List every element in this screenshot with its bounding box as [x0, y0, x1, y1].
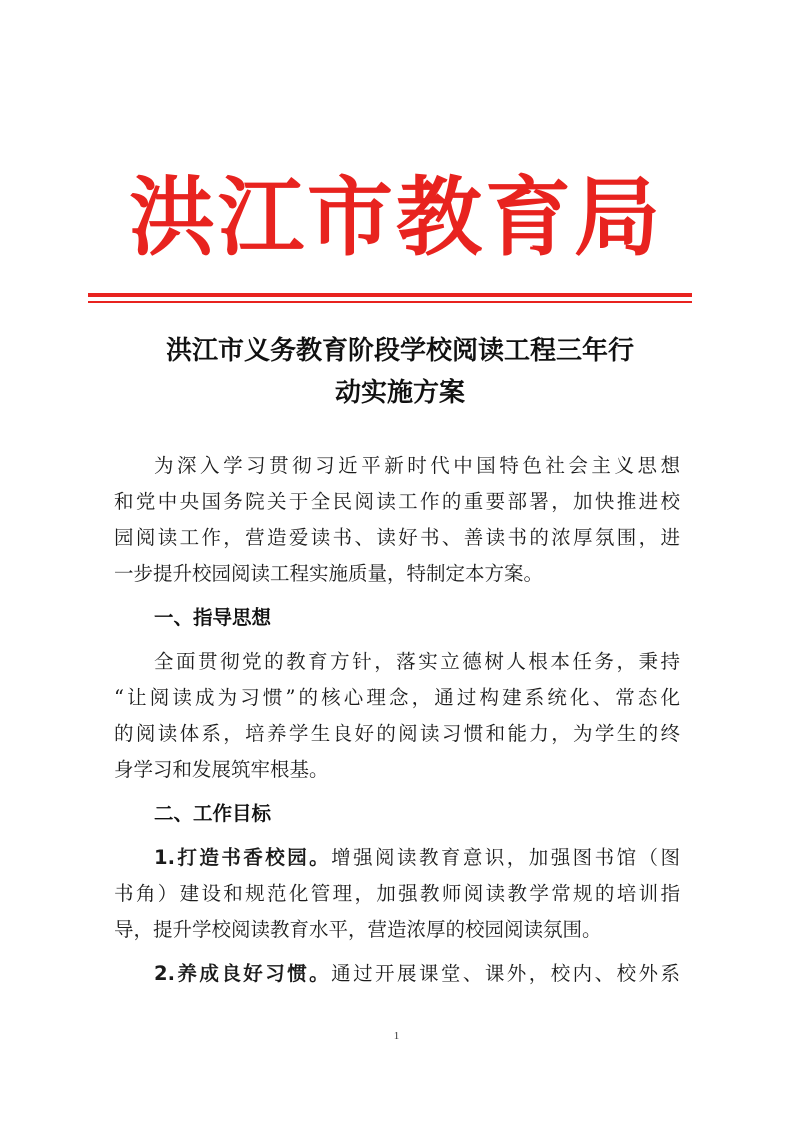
masthead-rule-thick [88, 293, 692, 297]
section-heading-work-goals: 二、工作目标 [154, 802, 272, 825]
title-line-1: 洪江市义务教育阶段学校阅读工程三年行 [165, 336, 634, 366]
section1-line: 全面贯彻党的教育方针，落实立德树人根本任务，秉持 [154, 650, 680, 673]
intro-line: 园阅读工作，营造爱读书、读好书、善读书的浓厚氛围，进 [114, 526, 680, 549]
goal-item-2-first-line [114, 956, 680, 992]
goal-item-1-line: 书角）建设和规范化管理，加强教师阅读教学常规的培训指 [114, 882, 680, 905]
intro-line: 和党中央国务院关于全民阅读工作的重要部署，加快推进校 [114, 490, 680, 513]
document-body [114, 448, 680, 992]
section1-line: 身学习和发展筑牢根基。 [114, 758, 329, 781]
goal-item-1-lead: 1.打造书香校园。 [154, 846, 332, 869]
goal-item-1-line: 导，提升学校阅读教育水平，营造浓厚的校园阅读氛围。 [114, 918, 602, 941]
masthead-org-name: 洪江市教育局 [129, 167, 663, 268]
intro-line: 为深入学习贯彻习近平新时代中国特色社会主义思想 [154, 454, 680, 477]
section1-line: 的阅读体系，培养学生良好的阅读习惯和能力，为学生的终 [114, 722, 680, 745]
page-number: 1 [393, 1030, 400, 1042]
goal-item-2-lead: 2.养成良好习惯。 [154, 962, 332, 985]
goal-item-2-text: 通过开展课堂、课外，校内、校外系 [331, 962, 680, 985]
section-heading-guiding-thought: 一、指导思想 [154, 606, 272, 629]
document-title [100, 330, 700, 414]
goal-item-1-first-line [114, 840, 680, 876]
goal-item-1-text: 增强阅读教育意识，加强图书馆（图 [331, 846, 680, 869]
title-line-2: 动实施方案 [334, 378, 465, 408]
intro-line: 一步提升校园阅读工程实施质量，特制定本方案。 [114, 562, 544, 585]
masthead-rule-thin [88, 301, 692, 303]
section1-line: “让阅读成为习惯”的核心理念，通过构建系统化、常态化 [114, 686, 680, 709]
